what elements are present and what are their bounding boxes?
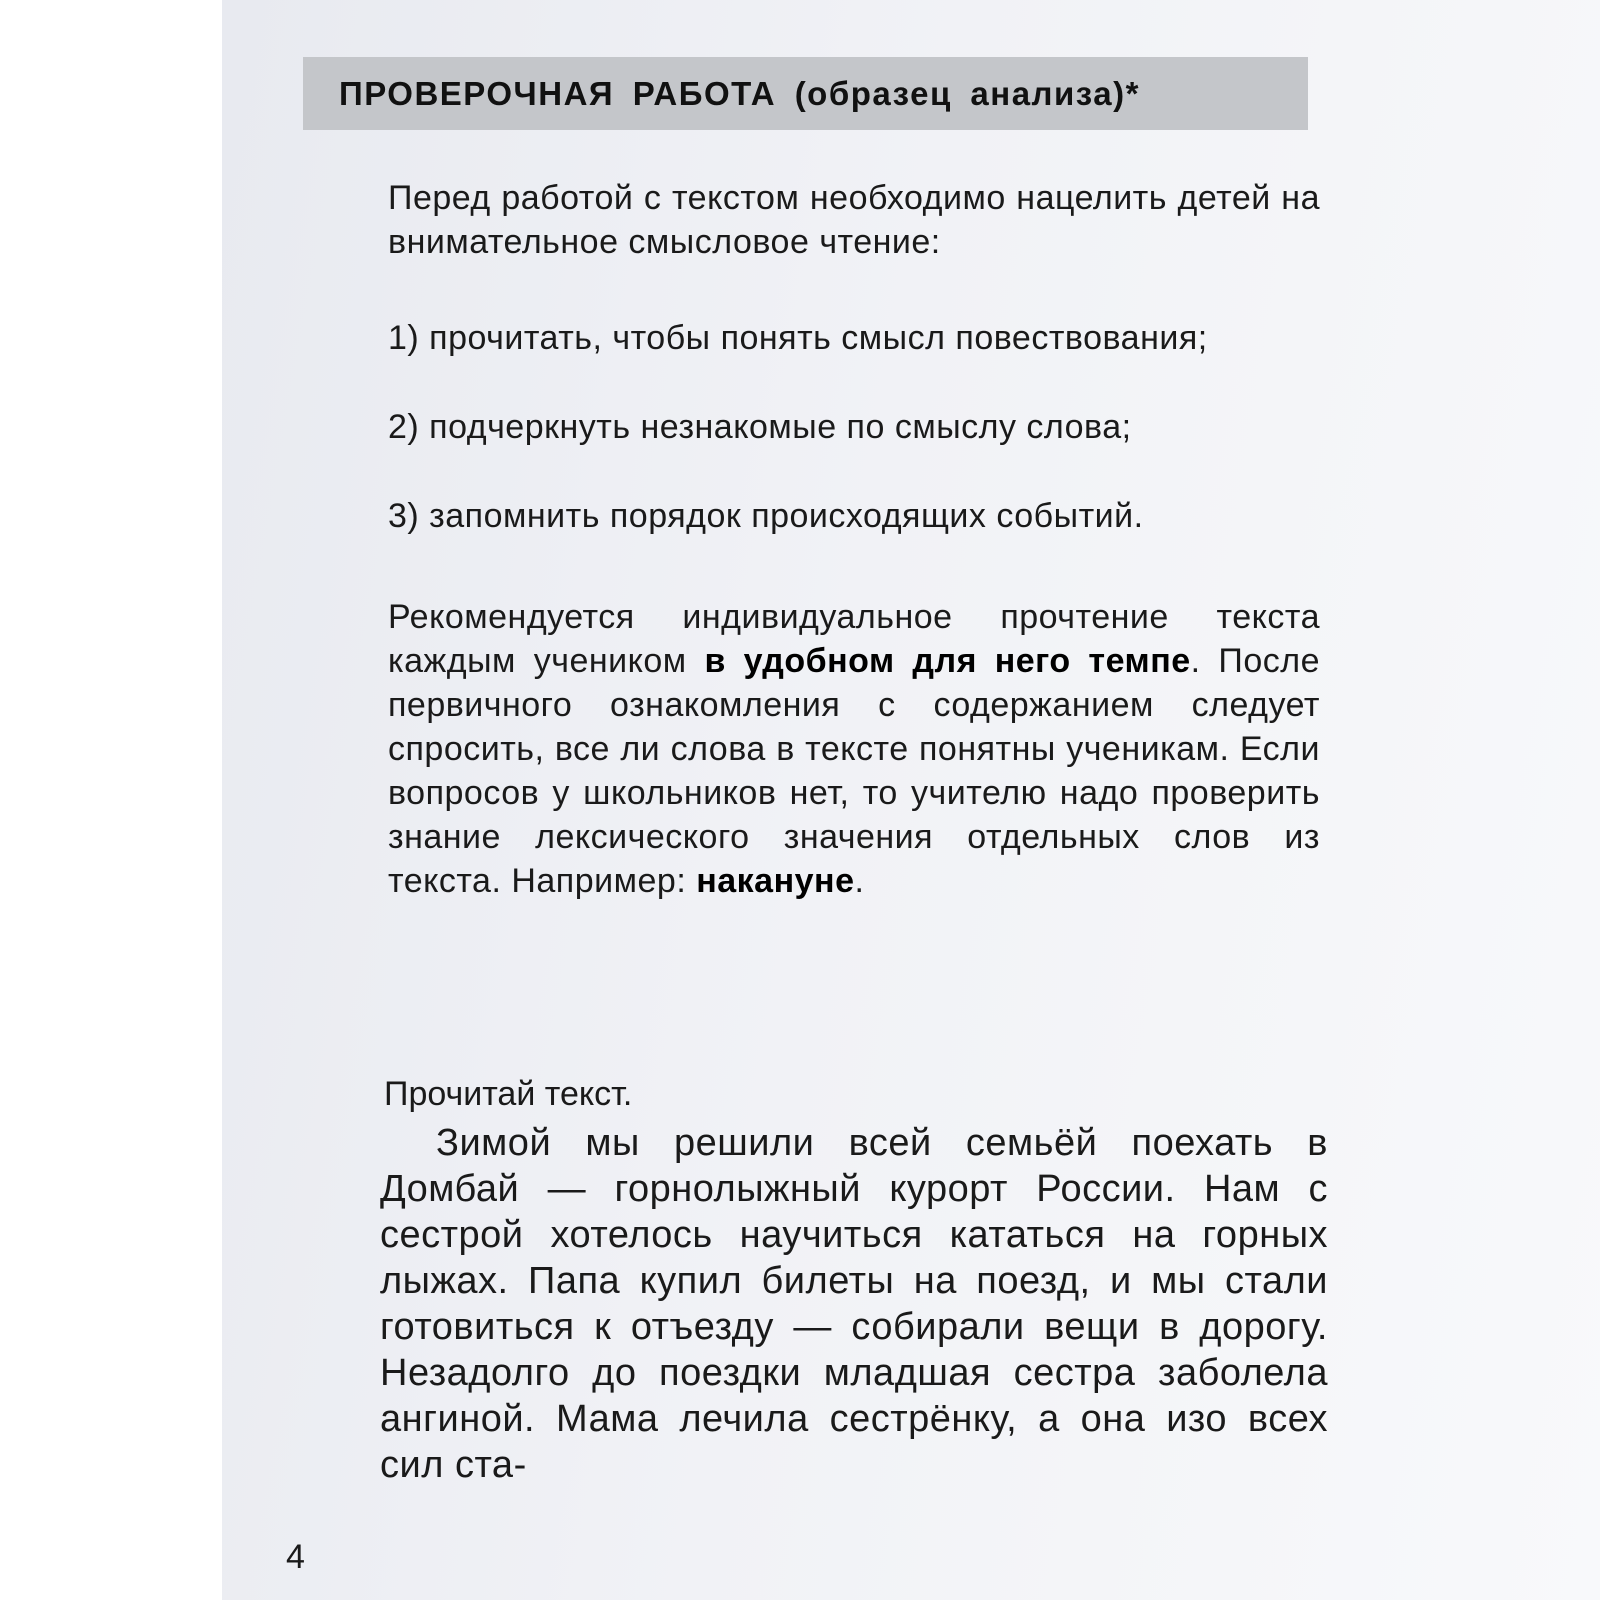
page-title: ПРОВЕРОЧНАЯ РАБОТА (образец анализа)* <box>339 74 1140 112</box>
recommendation-bold-pace: в удобном для него темпе <box>704 642 1191 680</box>
recommendation-paragraph <box>388 595 1320 903</box>
story-text: Зимой мы решили всей семьёй поехать в Домбай — горнолыжный курорт России. Нам с сестрой хотелось научиться кататься на горных лыжах. Папа купил билеты на поезд, и мы стали готовиться к отъезду — собирали вещи в дорогу. Незадолго до поездки младшая сестра заболела ангиной. Мама лечила сестрёнку, а она изо всех сил ста- <box>380 1122 1328 1486</box>
section-header-bar <box>303 57 1308 130</box>
list-item-step-2: 2) подчеркнуть незнакомые по смыслу слова; <box>388 408 1132 446</box>
list-item-step-3: 3) запомнить порядок происходящих событий. <box>388 497 1144 535</box>
recommendation-text-3: . <box>854 862 865 900</box>
page-number: 4 <box>286 1538 305 1576</box>
recommendation-text-1: Рекомендуется индивидуальное прочтение текста каждым учеником <box>388 598 1320 680</box>
recommendation-text-2: . После первичного ознакомления с содержанием следует спросить, все ли слова в тексте понятны ученикам. Если вопросов у школьников нет, то учителю надо проверить знание лексического значения отдельных слов из текста. Например: <box>388 642 1320 900</box>
task-label: Прочитай текст. <box>384 1075 633 1113</box>
recommendation-bold-word: накануне <box>696 862 855 900</box>
intro-paragraph: Перед работой с текстом необходимо нацелить детей на внимательное смысловое чтение: <box>388 179 1320 261</box>
list-item-step-1: 1) прочитать, чтобы понять смысл повествования; <box>388 319 1208 357</box>
story-paragraph <box>380 1120 1328 1488</box>
